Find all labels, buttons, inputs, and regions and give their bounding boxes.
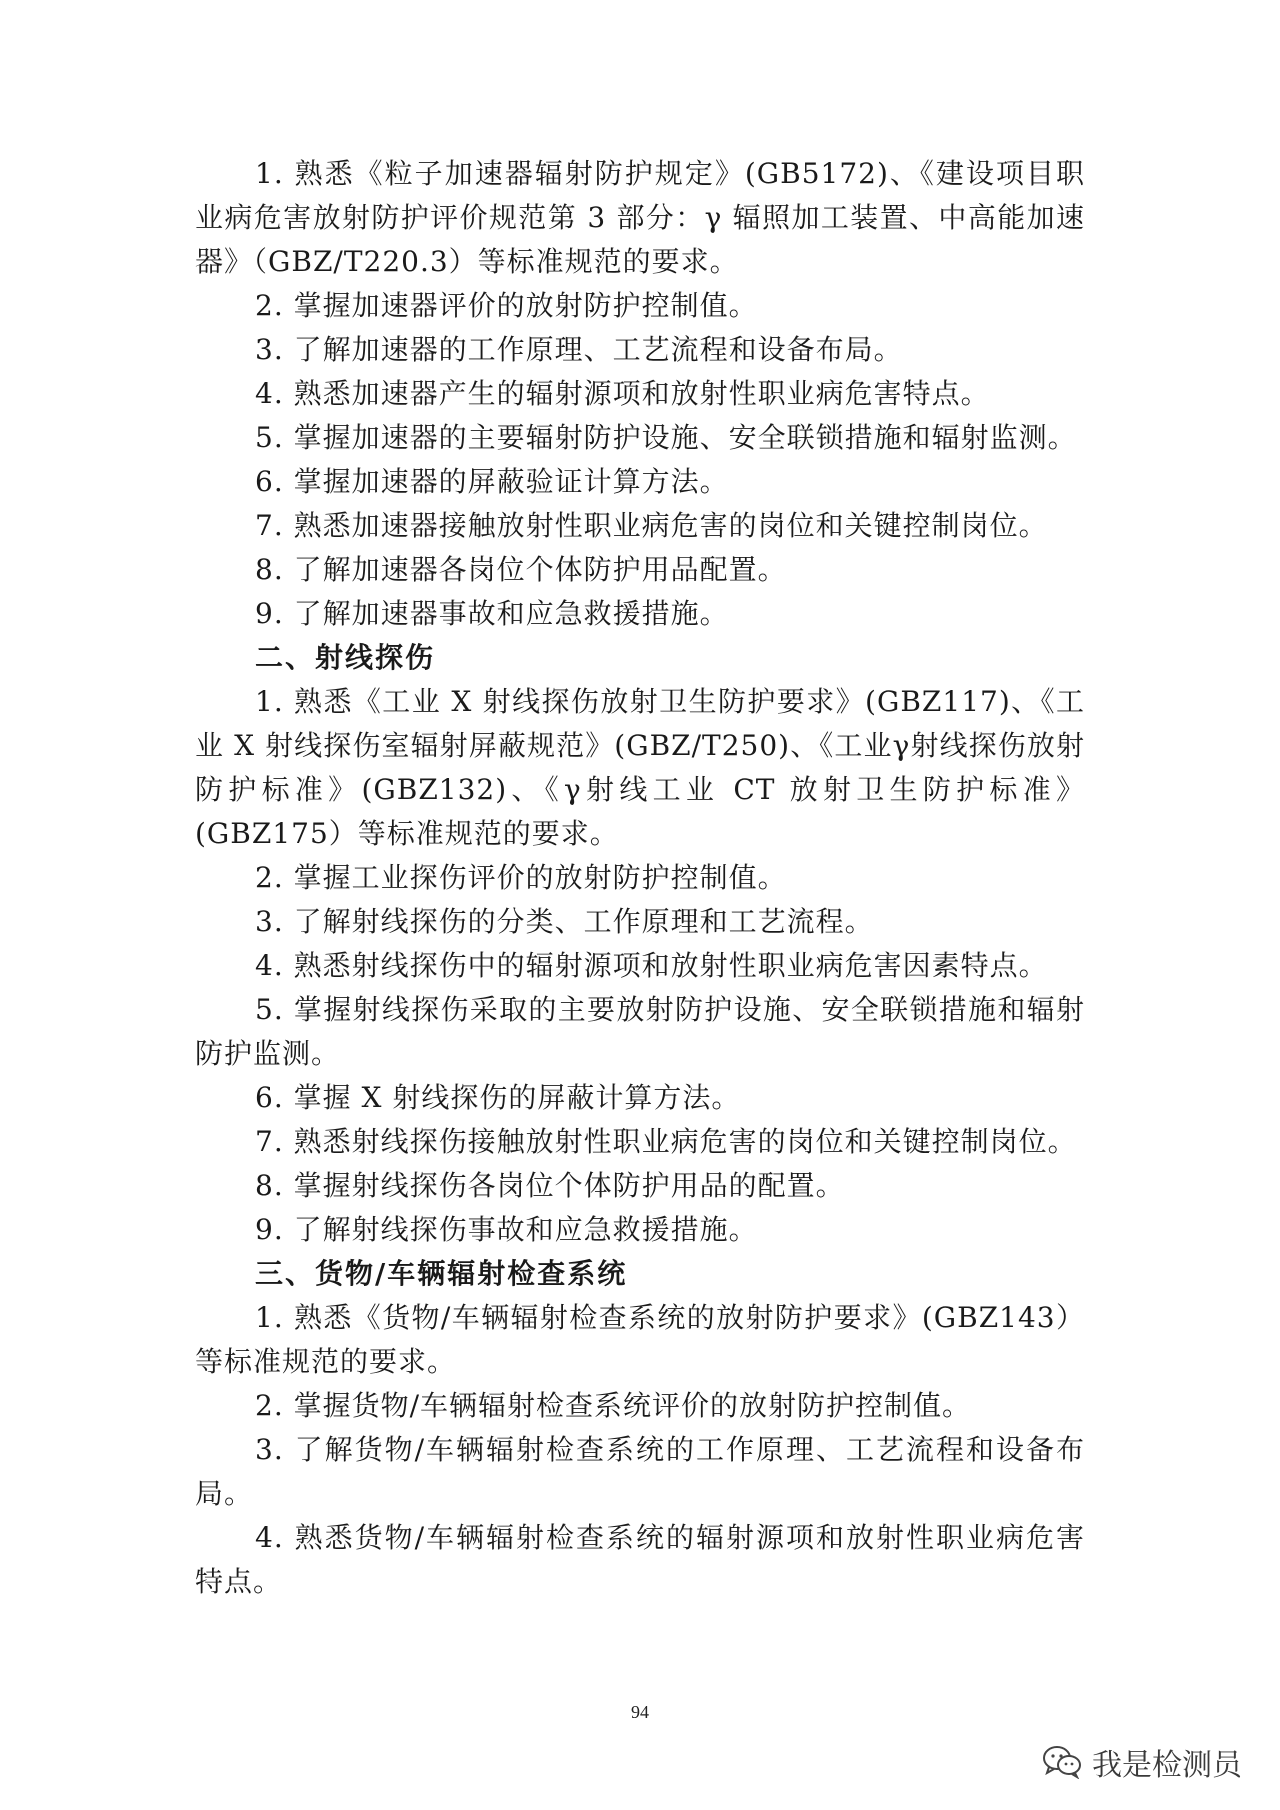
list-item: 2. 掌握加速器评价的放射防护控制值。 (255, 289, 758, 322)
list-item: 8. 掌握射线探伤各岗位个体防护用品的配置。 (255, 1169, 845, 1202)
list-item: 7. 熟悉加速器接触放射性职业病危害的岗位和关键控制岗位。 (255, 509, 1048, 542)
list-item: 9. 了解加速器事故和应急救援措施。 (255, 597, 729, 630)
watermark (1042, 1740, 1242, 1784)
list-item: 3. 了解射线探伤的分类、工作原理和工艺流程。 (255, 905, 874, 938)
list-item: 1. 熟悉《货物/车辆辐射检查系统的放射防护要求》(GBZ143）等标准规范的要求。 (195, 1301, 1085, 1378)
list-item: 6. 掌握加速器的屏蔽验证计算方法。 (255, 465, 729, 498)
section-heading: 二、射线探伤 (255, 641, 436, 674)
list-item: 4. 熟悉射线探伤中的辐射源项和放射性职业病危害因素特点。 (255, 949, 1048, 982)
list-item: 7. 熟悉射线探伤接触放射性职业病危害的岗位和关键控制岗位。 (255, 1125, 1077, 1158)
list-item: 2. 掌握货物/车辆辐射检查系统评价的放射防护控制值。 (255, 1389, 972, 1422)
list-item: 6. 掌握 X 射线探伤的屏蔽计算方法。 (255, 1081, 741, 1114)
page-number: 94 (631, 1702, 649, 1722)
list-item: 5. 掌握射线探伤采取的主要放射防护设施、安全联锁措施和辐射防护监测。 (195, 993, 1085, 1070)
list-item: 9. 了解射线探伤事故和应急救援措施。 (255, 1213, 758, 1246)
document-body (195, 152, 1085, 1604)
wechat-icon (1042, 1745, 1082, 1779)
list-item: 3. 了解加速器的工作原理、工艺流程和设备布局。 (255, 333, 903, 366)
list-item: 1. 熟悉《粒子加速器辐射防护规定》(GB5172)、《建设项目职业病危害放射防护评价规范第 3 部分：γ 辐照加工装置、中高能加速器》（GBZ/T220.3）等标准规范的要求。 (195, 157, 1085, 278)
section-heading: 三、货物/车辆辐射检查系统 (255, 1257, 628, 1290)
list-item: 2. 掌握工业探伤评价的放射防护控制值。 (255, 861, 787, 894)
watermark-text: 我是检测员 (1092, 1748, 1242, 1783)
list-item: 1. 熟悉《工业 X 射线探伤放射卫生防护要求》(GBZ117)、《工业 X 射线探伤室辐射屏蔽规范》(GBZ/T250)、《工业γ射线探伤放射防护标准》(GBZ132)、《γ射线工业 CT 放射卫生防护标准》(GBZ175）等标准规范的要求。 (195, 685, 1085, 850)
list-item: 5. 掌握加速器的主要辐射防护设施、安全联锁措施和辐射监测。 (255, 421, 1077, 454)
list-item: 3. 了解货物/车辆辐射检查系统的工作原理、工艺流程和设备布局。 (195, 1433, 1085, 1510)
list-item: 4. 熟悉加速器产生的辐射源项和放射性职业病危害特点。 (255, 377, 990, 410)
list-item: 4. 熟悉货物/车辆辐射检查系统的辐射源项和放射性职业病危害特点。 (195, 1521, 1085, 1598)
list-item: 8. 了解加速器各岗位个体防护用品配置。 (255, 553, 787, 586)
